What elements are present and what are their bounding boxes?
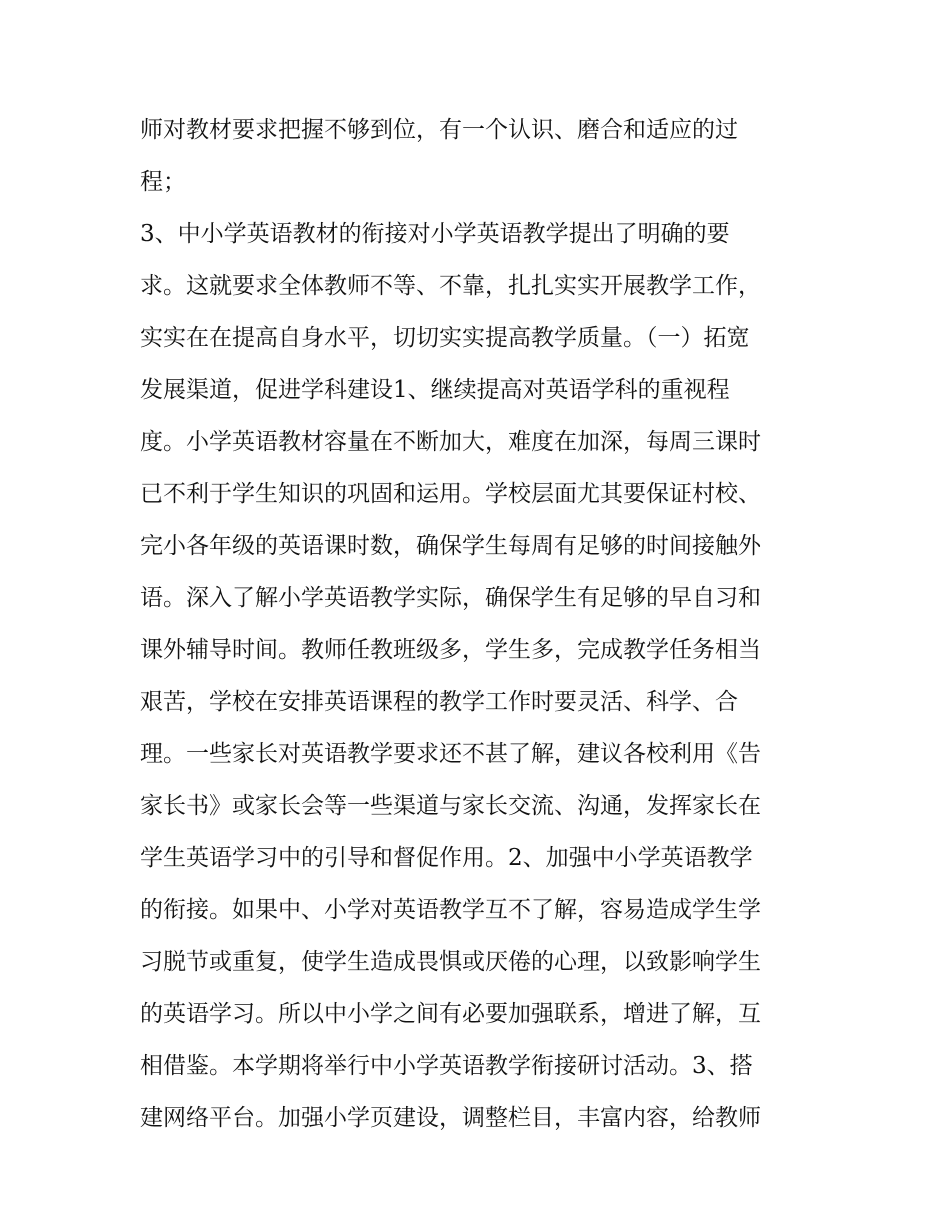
text-line: 师对教材要求把握不够到位，有一个认识、磨合和适应的过 (140, 117, 738, 143)
text-line: 建网络平台。加强小学页建设，调整栏目，丰富内容，给教师 (140, 1105, 761, 1131)
text-line: 度。小学英语教材容量在不断加大，难度在加深，每周三课时 (140, 429, 761, 455)
text-line: 求。这就要求全体教师不等、不靠，扎扎实实开展教学工作， (140, 273, 761, 299)
text-line: 的英语学习。所以中小学之间有必要加强联系，增进了解，互 (140, 1001, 761, 1027)
text-line: 实实在在提高自身水平，切切实实提高教学质量。（一）拓宽 (140, 325, 750, 351)
text-line: 程； (140, 169, 186, 195)
text-line: 的衔接。如果中、小学对英语教学互不了解，容易造成学生学 (140, 897, 761, 923)
text-line: 完小各年级的英语课时数，确保学生每周有足够的时间接触外 (140, 533, 761, 559)
text-line: 3、中小学英语教材的衔接对小学英语教学提出了明确的要 (140, 221, 730, 247)
text-line: 已不利于学生知识的巩固和运用。学校层面尤其要保证村校、 (140, 481, 761, 507)
text-line: 课外辅导时间。教师任教班级多，学生多，完成教学任务相当 (140, 637, 761, 663)
text-line: 相借鉴。本学期将举行中小学英语教学衔接研讨活动。3、搭 (140, 1053, 753, 1079)
text-line: 理。一些家长对英语教学要求还不甚了解，建议各校利用《告 (140, 741, 761, 767)
body-text (140, 104, 820, 1144)
text-line: 艰苦，学校在安排英语课程的教学工作时要灵活、科学、合 (140, 689, 738, 715)
text-line: 习脱节或重复，使学生造成畏惧或厌倦的心理，以致影响学生 (140, 949, 761, 975)
text-line: 语。深入了解小学英语教学实际，确保学生有足够的早自习和 (140, 585, 761, 611)
text-line: 学生英语学习中的引导和督促作用。2、加强中小学英语教学 (140, 845, 753, 871)
text-line: 发展渠道，促进学科建设1、继续提高对英语学科的重视程 (140, 377, 730, 403)
text-line: 家长书》或家长会等一些渠道与家长交流、沟通，发挥家长在 (140, 793, 761, 819)
